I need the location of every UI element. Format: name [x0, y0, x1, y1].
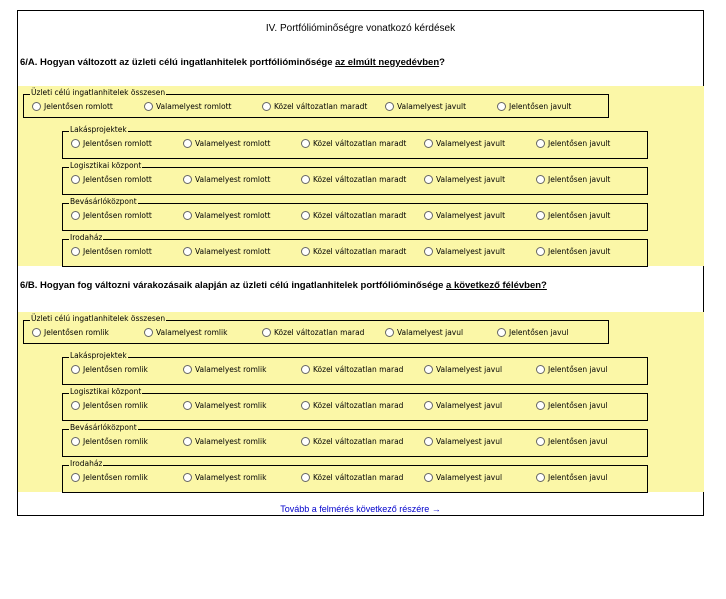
option-label: Valamelyest javul [436, 365, 503, 374]
radio-icon[interactable] [301, 365, 310, 374]
radio-option[interactable] [301, 139, 406, 148]
radio-option[interactable] [183, 175, 270, 184]
option-label: Valamelyest javul [436, 473, 503, 482]
radio-option[interactable] [424, 437, 502, 446]
radio-icon[interactable] [301, 175, 310, 184]
next-section-link[interactable]: Tovább a felmérés következő részére → [280, 504, 441, 514]
radio-icon[interactable] [424, 247, 433, 256]
radio-option[interactable] [424, 365, 502, 374]
option-label: Jelentősen romlott [83, 139, 152, 148]
subgroup-label: Irodaház [70, 459, 103, 468]
radio-option[interactable] [385, 328, 463, 337]
radio-icon[interactable] [385, 328, 394, 337]
radio-option[interactable] [497, 328, 568, 337]
radio-icon[interactable] [262, 328, 271, 337]
subgroup-logisztikai-6b [62, 387, 648, 421]
radio-icon[interactable] [424, 365, 433, 374]
question-6b-panel [18, 312, 704, 492]
subgroup-lakasprojektek-6b [62, 351, 648, 385]
radio-option[interactable] [301, 247, 406, 256]
radio-option[interactable] [183, 365, 266, 374]
question-6a-suffix: ? [439, 57, 445, 68]
radio-icon[interactable] [183, 247, 192, 256]
radio-option[interactable] [424, 211, 505, 220]
radio-option[interactable] [536, 473, 607, 482]
radio-icon[interactable] [71, 175, 80, 184]
question-6a [20, 57, 445, 68]
radio-option[interactable] [71, 211, 152, 220]
subgroup-irodahaz-6b [62, 459, 648, 493]
radio-option[interactable] [144, 328, 227, 337]
radio-icon[interactable] [301, 437, 310, 446]
question-6b-period: a következő félévben? [446, 280, 547, 291]
radio-option[interactable] [301, 365, 403, 374]
radio-option[interactable] [424, 175, 505, 184]
radio-icon[interactable] [183, 401, 192, 410]
radio-icon[interactable] [301, 401, 310, 410]
radio-option[interactable] [497, 102, 571, 111]
subgroup-label: Lakásprojektek [70, 125, 127, 134]
subgroup-label: Bevásárlóközpont [70, 423, 137, 432]
question-6a-panel [18, 86, 704, 266]
radio-icon[interactable] [424, 473, 433, 482]
radio-icon[interactable] [262, 102, 271, 111]
option-label: Jelentősen romlott [44, 102, 113, 111]
option-label: Jelentősen javult [548, 175, 611, 184]
option-row [63, 211, 647, 223]
option-label: Közel változatlan marad [313, 437, 404, 446]
option-label: Jelentősen javult [548, 211, 611, 220]
radio-option[interactable] [71, 247, 152, 256]
option-label: Közel változatlan marad [313, 365, 404, 374]
subgroup-bevasarlokozpont-6a [62, 197, 648, 231]
radio-icon[interactable] [536, 365, 545, 374]
radio-option[interactable] [536, 211, 610, 220]
radio-option[interactable] [183, 247, 270, 256]
radio-icon[interactable] [536, 139, 545, 148]
option-label: Valamelyest javul [436, 437, 503, 446]
radio-icon[interactable] [536, 175, 545, 184]
radio-icon[interactable] [183, 473, 192, 482]
option-label: Jelentősen romlik [83, 401, 148, 410]
option-label: Jelentősen javul [509, 328, 569, 337]
radio-option[interactable] [183, 139, 270, 148]
option-label: Jelentősen romlott [83, 175, 152, 184]
option-row [63, 473, 647, 485]
option-label: Jelentősen romlik [83, 365, 148, 374]
radio-option[interactable] [71, 139, 152, 148]
group-total-6a [23, 88, 609, 118]
radio-icon[interactable] [301, 139, 310, 148]
option-label: Valamelyest romlott [195, 247, 271, 256]
radio-icon[interactable] [32, 328, 41, 337]
option-label: Jelentősen javul [548, 473, 608, 482]
option-label: Valamelyest javul [436, 401, 503, 410]
group-label: Üzleti célú ingatlanhitelek összesen [31, 88, 166, 97]
radio-icon[interactable] [183, 437, 192, 446]
option-label: Jelentősen javult [509, 102, 572, 111]
radio-option[interactable] [301, 473, 403, 482]
radio-icon[interactable] [183, 175, 192, 184]
radio-option[interactable] [32, 102, 113, 111]
option-label: Jelentősen javult [548, 247, 611, 256]
section-title: IV. Portfólióminőségre vonatkozó kérdések [265, 23, 456, 34]
option-label: Közel változatlan maradt [274, 102, 368, 111]
radio-option[interactable] [536, 247, 610, 256]
radio-icon[interactable] [301, 473, 310, 482]
option-row [63, 139, 647, 151]
radio-option[interactable] [183, 211, 270, 220]
radio-option[interactable] [144, 102, 231, 111]
radio-icon[interactable] [536, 211, 545, 220]
option-label: Valamelyest romlik [156, 328, 228, 337]
option-label: Valamelyest javult [436, 211, 506, 220]
option-label: Valamelyest javult [436, 175, 506, 184]
radio-option[interactable] [183, 437, 266, 446]
radio-option[interactable] [71, 473, 148, 482]
radio-icon[interactable] [183, 365, 192, 374]
radio-icon[interactable] [301, 211, 310, 220]
option-label: Valamelyest romlik [195, 473, 267, 482]
option-label: Valamelyest javult [436, 247, 506, 256]
survey-frame [17, 10, 704, 516]
option-row [63, 365, 647, 377]
radio-icon[interactable] [183, 211, 192, 220]
subgroup-label: Lakásprojektek [70, 351, 127, 360]
radio-icon[interactable] [71, 401, 80, 410]
option-label: Valamelyest javult [436, 139, 506, 148]
radio-option[interactable] [536, 401, 607, 410]
radio-option[interactable] [262, 328, 364, 337]
radio-option[interactable] [385, 102, 466, 111]
subgroup-lakasprojektek-6a [62, 125, 648, 159]
radio-icon[interactable] [71, 437, 80, 446]
radio-icon[interactable] [424, 211, 433, 220]
subgroup-label: Logisztikai központ [70, 161, 142, 170]
radio-icon[interactable] [497, 328, 506, 337]
option-label: Közel változatlan maradt [313, 175, 407, 184]
radio-option[interactable] [262, 102, 367, 111]
option-label: Jelentősen javul [548, 437, 608, 446]
option-label: Jelentősen romlik [83, 437, 148, 446]
radio-option[interactable] [424, 473, 502, 482]
group-total-6b [23, 314, 609, 344]
option-label: Közel változatlan maradt [313, 211, 407, 220]
subgroup-logisztikai-6a [62, 161, 648, 195]
radio-option[interactable] [71, 175, 152, 184]
radio-option[interactable] [536, 139, 610, 148]
option-label: Közel változatlan marad [313, 473, 404, 482]
radio-option[interactable] [183, 473, 266, 482]
subgroup-label: Irodaház [70, 233, 103, 242]
option-label: Valamelyest romlott [195, 175, 271, 184]
radio-icon[interactable] [424, 139, 433, 148]
radio-icon[interactable] [32, 102, 41, 111]
radio-icon[interactable] [536, 247, 545, 256]
option-label: Valamelyest romlik [195, 401, 267, 410]
radio-icon[interactable] [424, 401, 433, 410]
radio-icon[interactable] [536, 437, 545, 446]
radio-icon[interactable] [385, 102, 394, 111]
radio-icon[interactable] [301, 247, 310, 256]
option-label: Jelentősen javul [548, 401, 608, 410]
radio-option[interactable] [536, 175, 610, 184]
question-6a-prefix: 6/A. Hogyan változott az üzleti célú ingatlanhitelek portfólióminősége [20, 57, 336, 68]
radio-icon[interactable] [497, 102, 506, 111]
radio-icon[interactable] [536, 473, 545, 482]
option-label: Jelentősen javult [548, 139, 611, 148]
radio-icon[interactable] [71, 365, 80, 374]
option-label: Jelentősen romlott [83, 247, 152, 256]
radio-icon[interactable] [536, 401, 545, 410]
radio-icon[interactable] [71, 473, 80, 482]
radio-option[interactable] [32, 328, 109, 337]
radio-option[interactable] [424, 139, 505, 148]
radio-option[interactable] [183, 401, 266, 410]
option-label: Valamelyest javul [397, 328, 464, 337]
radio-option[interactable] [424, 247, 505, 256]
subgroup-bevasarlokozpont-6b [62, 423, 648, 457]
option-label: Jelentősen javul [548, 365, 608, 374]
radio-option[interactable] [71, 401, 148, 410]
radio-icon[interactable] [424, 175, 433, 184]
radio-option[interactable] [301, 175, 406, 184]
option-label: Jelentősen romlik [44, 328, 109, 337]
radio-option[interactable] [301, 437, 403, 446]
radio-option[interactable] [536, 365, 607, 374]
radio-icon[interactable] [183, 139, 192, 148]
radio-icon[interactable] [71, 247, 80, 256]
option-row [63, 401, 647, 413]
subgroup-label: Logisztikai központ [70, 387, 142, 396]
radio-option[interactable] [536, 437, 607, 446]
radio-icon[interactable] [424, 437, 433, 446]
option-label: Valamelyest romlik [195, 365, 267, 374]
option-row [24, 328, 608, 340]
option-label: Valamelyest romlik [195, 437, 267, 446]
question-6b-prefix: 6/B. Hogyan fog változni várakozásaik alapján az üzleti célú ingatlanhitelek portfólióminősége [20, 280, 447, 291]
radio-icon[interactable] [71, 211, 80, 220]
radio-option[interactable] [301, 401, 403, 410]
option-label: Valamelyest romlott [195, 211, 271, 220]
option-label: Valamelyest javult [397, 102, 467, 111]
radio-icon[interactable] [144, 102, 153, 111]
option-label: Jelentősen romlott [83, 211, 152, 220]
subgroup-irodahaz-6a [62, 233, 648, 267]
option-label: Valamelyest romlott [195, 139, 271, 148]
radio-icon[interactable] [144, 328, 153, 337]
option-label: Közel változatlan marad [274, 328, 365, 337]
option-label: Közel változatlan maradt [313, 139, 407, 148]
option-row [63, 175, 647, 187]
subgroup-label: Bevásárlóközpont [70, 197, 137, 206]
option-label: Valamelyest romlott [156, 102, 232, 111]
radio-icon[interactable] [71, 139, 80, 148]
option-row [63, 247, 647, 259]
question-6b [20, 280, 547, 291]
radio-option[interactable] [424, 401, 502, 410]
radio-option[interactable] [301, 211, 406, 220]
option-label: Közel változatlan marad [313, 401, 404, 410]
option-row [63, 437, 647, 449]
option-label: Jelentősen romlik [83, 473, 148, 482]
group-label: Üzleti célú ingatlanhitelek összesen [31, 314, 166, 323]
option-row [24, 102, 608, 114]
radio-option[interactable] [71, 437, 148, 446]
question-6a-period: az elmúlt negyedévben [335, 57, 440, 68]
option-label: Közel változatlan maradt [313, 247, 407, 256]
radio-option[interactable] [71, 365, 148, 374]
